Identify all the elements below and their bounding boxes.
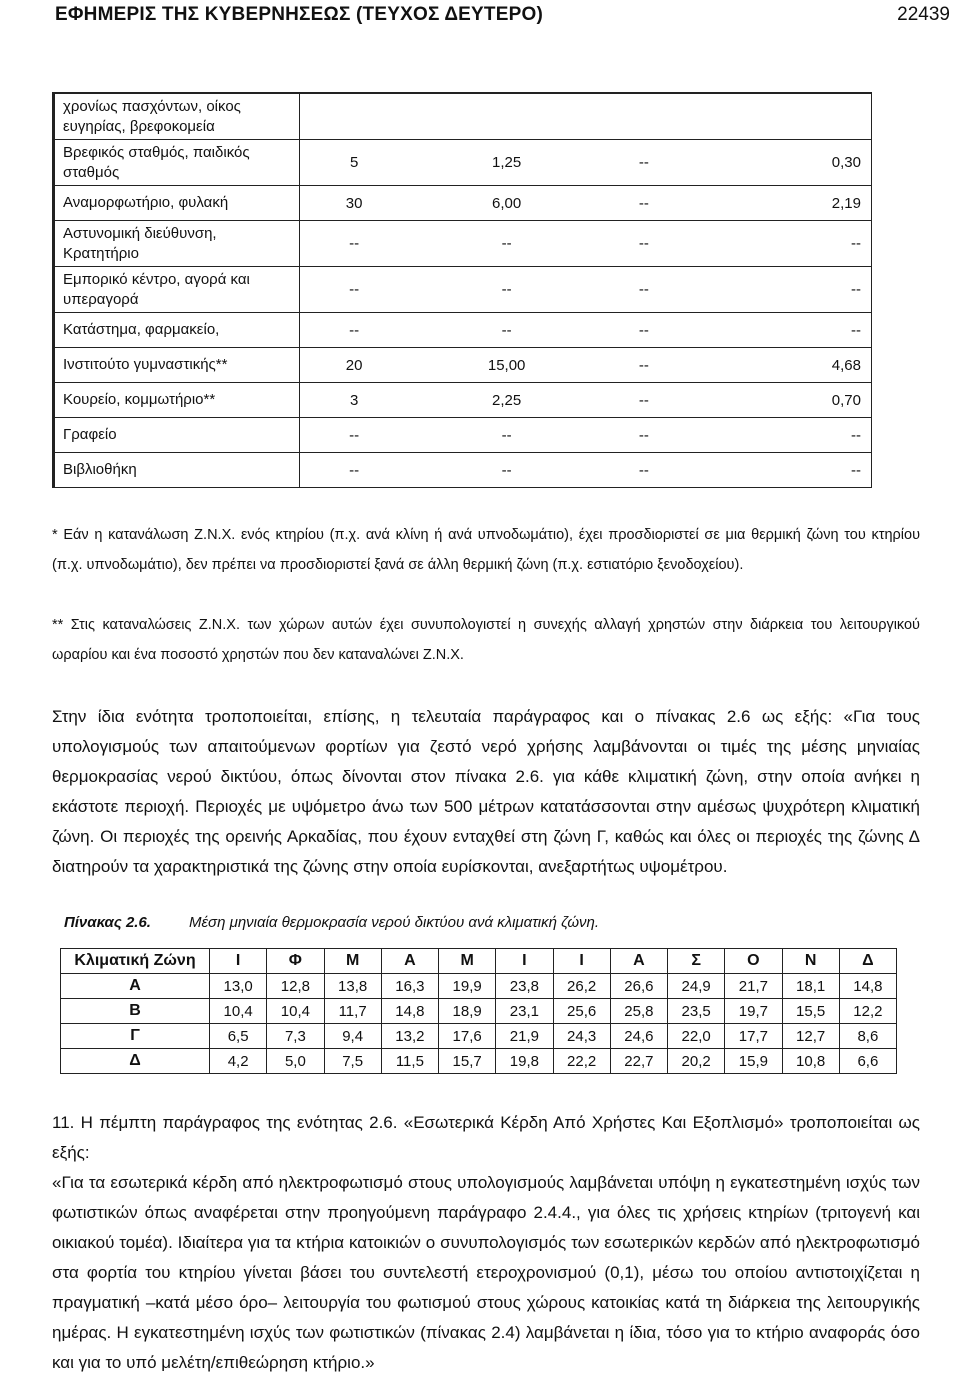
column-header: Α — [381, 949, 438, 974]
table-cell: 10,4 — [267, 999, 324, 1024]
table-cell: 19,7 — [725, 999, 782, 1024]
table-cell: 26,2 — [553, 974, 610, 999]
table-cell: 12,8 — [267, 974, 324, 999]
table-caption-label: Πίνακας 2.6. — [64, 914, 151, 931]
table-cell: -- — [300, 313, 409, 348]
table-cell: 11,5 — [381, 1049, 438, 1074]
table-row — [54, 93, 872, 140]
column-header: Α — [610, 949, 667, 974]
table-cell: -- — [683, 267, 872, 313]
column-header: Σ — [668, 949, 725, 974]
table-cell: 30 — [300, 186, 409, 221]
table-cell: 10,4 — [210, 999, 267, 1024]
table-cell: 13,2 — [381, 1024, 438, 1049]
table-cell: -- — [605, 418, 683, 453]
section-number: 11. — [52, 1113, 75, 1132]
zone-label: Δ — [61, 1049, 210, 1074]
table-row — [54, 221, 872, 267]
row-label: χρονίως πασχόντων, οίκος ευγηρίας, βρεφοκομεία — [54, 93, 300, 140]
table-caption-text: Μέση μηνιαία θερμοκρασία νερού δικτύου ανά κλιματική ζώνη. — [188, 914, 600, 931]
table-cell: 18,1 — [782, 974, 839, 999]
table-cell: 23,1 — [496, 999, 553, 1024]
column-header: Ι — [496, 949, 553, 974]
table-row — [54, 348, 872, 383]
column-header: Μ — [324, 949, 381, 974]
table-cell: 1,25 — [408, 140, 605, 186]
table-cell: 21,9 — [496, 1024, 553, 1049]
section-quote: «Για τα εσωτερικά κέρδη από ηλεκτροφωτισμό στους υπολογισμούς λαμβάνεται υπόψη η εγκατεστημένη ισχύς των φωτιστικών όπως αναφέρεται στην προηγούμενη παράγραφο 2.4.4., για όλες τις χρήσεις κτηρίων (τριτογενή και οικιακού τομέα). Ιδιαίτερα για τα κτήρια κατοικιών ο συνυπολογισμός των εσωτερικών κερδών από ηλεκτροφωτισμό στα φορτία του κτηρίου γίνεται βάσει του συντελεστή ετεροχρονισμού (0,1), μέσω του οποίου αντιστοιχίζεται η πραγματική –κατά μέσο όρο– λειτουργία του φωτισμού στους χώρους κατοικίας κατά τη διάρκεια της λειτουργικής ημέρας. Η εγκατεστημένη ισχύς των φωτιστικών (πίνακας 2.4) λαμβάνεται η ίδια, τόσο για το κτήριο αναφοράς όσο και για το υπό μελέτη/επιθεώρηση κτήριο.» — [52, 1173, 920, 1372]
table-cell: -- — [605, 221, 683, 267]
row-label: Κατάστημα, φαρμακείο, — [54, 313, 300, 348]
table-cell: -- — [683, 453, 872, 488]
table-cell: 11,7 — [324, 999, 381, 1024]
table-cell: -- — [605, 186, 683, 221]
table-cell: 6,6 — [839, 1049, 896, 1074]
header-title: ΕΦΗΜΕΡΙΣ ΤΗΣ ΚΥΒΕΡΝΗΣΕΩΣ (ΤΕΥΧΟΣ ΔΕΥΤΕΡΟ) — [55, 4, 543, 25]
column-header: Ι — [553, 949, 610, 974]
column-header: Δ — [839, 949, 896, 974]
table-cell: 14,8 — [839, 974, 896, 999]
table-cell: -- — [408, 267, 605, 313]
table-cell: 2,19 — [683, 186, 872, 221]
table-cell: -- — [300, 267, 409, 313]
table-cell: 0,70 — [683, 383, 872, 418]
table-cell — [605, 93, 683, 140]
table-cell: -- — [683, 221, 872, 267]
table-cell: -- — [300, 221, 409, 267]
table-cell: 22,7 — [610, 1049, 667, 1074]
table-cell: -- — [408, 453, 605, 488]
table-cell: 12,2 — [839, 999, 896, 1024]
table-cell: -- — [605, 453, 683, 488]
table-cell: -- — [683, 313, 872, 348]
table-row — [54, 140, 872, 186]
table-cell: 17,6 — [439, 1024, 496, 1049]
table-cell: 0,30 — [683, 140, 872, 186]
row-label: Κουρείο, κομμωτήριο** — [54, 383, 300, 418]
table-cell: 14,8 — [381, 999, 438, 1024]
table-cell: 25,6 — [553, 999, 610, 1024]
table-cell: -- — [408, 313, 605, 348]
table-cell: 4,68 — [683, 348, 872, 383]
table-cell: 15,00 — [408, 348, 605, 383]
table-row — [54, 186, 872, 221]
table-cell: -- — [605, 348, 683, 383]
table-cell: 15,7 — [439, 1049, 496, 1074]
water-temperature-table — [60, 948, 897, 1074]
table-cell: 16,3 — [381, 974, 438, 999]
table-cell: 22,2 — [553, 1049, 610, 1074]
zone-label: Α — [61, 974, 210, 999]
table-cell: -- — [605, 140, 683, 186]
page-number: 22439 — [897, 4, 950, 25]
row-label: Εμπορικό κέντρο, αγορά και υπεραγορά — [54, 267, 300, 313]
table-cell: 9,4 — [324, 1024, 381, 1049]
table-cell: 24,6 — [610, 1024, 667, 1049]
table-row — [61, 1024, 897, 1049]
zone-label: Γ — [61, 1024, 210, 1049]
row-label: Βρεφικός σταθμός, παιδικός σταθμός — [54, 140, 300, 186]
table-cell: 7,5 — [324, 1049, 381, 1074]
row-label: Αστυνομική διεύθυνση, Κρατητήριο — [54, 221, 300, 267]
table-cell: 15,9 — [725, 1049, 782, 1074]
table-cell: 8,6 — [839, 1024, 896, 1049]
table-header-row — [61, 949, 897, 974]
table-cell: 21,7 — [725, 974, 782, 999]
table-cell: 4,2 — [210, 1049, 267, 1074]
table-cell: 23,8 — [496, 974, 553, 999]
table-cell: 24,3 — [553, 1024, 610, 1049]
table-cell: 12,7 — [782, 1024, 839, 1049]
table-cell: 13,0 — [210, 974, 267, 999]
column-header: Ν — [782, 949, 839, 974]
footnote-2: ** Στις καταναλώσεις Ζ.Ν.Χ. των χώρων αυτών έχει συνυπολογιστεί η συνεχής αλλαγή χρηστών στην διάρκεια του λειτουργικού ωραρίου και ένα ποσοστό χρηστών που δεν καταναλώνει Ζ.Ν.Χ. — [52, 617, 920, 663]
table-cell — [300, 93, 409, 140]
table-row — [54, 383, 872, 418]
paragraph-amendment: Στην ίδια ενότητα τροποποιείται, επίσης, η τελευταία παράγραφος και ο πίνακας 2.6 ως εξής: «Για τους υπολογισμούς των απαιτούμενων φορτίων για ζεστό νερό χρήσης λαμβάνονται οι τιμές της μέσης μηνιαίας θερμοκρασίας νερού δικτύου, όπως δίνονται στον πίνακα 2.6. για κάθε κλιματική ζώνη, στην οποία ανήκει η εκάστοτε περιοχή. Περιοχές με υψόμετρο άνω των 500 μέτρων κατατάσσονται στην αμέσως ψυχρότερη κλιματική ζώνη. Οι περιοχές της ορεινής Αρκαδίας, που έχουν ενταχθεί στη ζώνη Γ, καθώς και όλες οι περιοχές της ζώνης Δ διατηρούν τα χαρακτηριστικά της ζώνης στην οποία ευρίσκονται, ανεξαρτήτως υψομέτρου. — [52, 707, 920, 876]
table-cell: 20 — [300, 348, 409, 383]
footnote-1: * Εάν η κατανάλωση Ζ.Ν.Χ. ενός κτηρίου (π.χ. ανά κλίνη ή ανά υπνοδωμάτιο), έχει προσδιοριστεί σε μια θερμική ζώνη του κτηρίου (π.χ. υπνοδωμάτιο), δεν πρέπει να προσδιοριστεί ξανά σε άλλη θερμική ζώνη (π.χ. εστιατόριο ξενοδοχείου). — [52, 527, 920, 573]
table-cell — [408, 93, 605, 140]
column-header: Μ — [439, 949, 496, 974]
table-cell: -- — [605, 383, 683, 418]
row-label: Ινστιτούτο γυμναστικής** — [54, 348, 300, 383]
zone-label: Β — [61, 999, 210, 1024]
section-text: Η πέμπτη παράγραφος της ενότητας 2.6. «Εσωτερικά Κέρδη Από Χρήστες Και Εξοπλισμό» τροποποιείται ως εξής: — [52, 1113, 920, 1162]
table-cell: 24,9 — [668, 974, 725, 999]
table-cell: 20,2 — [668, 1049, 725, 1074]
table-cell: -- — [300, 418, 409, 453]
table-row — [54, 418, 872, 453]
table-cell: 19,8 — [496, 1049, 553, 1074]
table-row — [54, 267, 872, 313]
table-cell: -- — [605, 313, 683, 348]
table-row — [54, 453, 872, 488]
table-cell: 3 — [300, 383, 409, 418]
column-header: Φ — [267, 949, 324, 974]
table-row — [54, 313, 872, 348]
row-label: Αναμορφωτήριο, φυλακή — [54, 186, 300, 221]
table-cell: 10,8 — [782, 1049, 839, 1074]
paragraph-section-11 — [52, 1108, 920, 1378]
table-cell: -- — [683, 418, 872, 453]
table-row — [61, 974, 897, 999]
column-header: Ο — [725, 949, 782, 974]
table-cell: 18,9 — [439, 999, 496, 1024]
table-cell: 6,5 — [210, 1024, 267, 1049]
table-cell: 19,9 — [439, 974, 496, 999]
column-header: Κλιματική Ζώνη — [61, 949, 210, 974]
table-cell: 7,3 — [267, 1024, 324, 1049]
row-label: Βιβλιοθήκη — [54, 453, 300, 488]
table-cell: 22,0 — [668, 1024, 725, 1049]
table-row — [61, 1049, 897, 1074]
table-cell: 2,25 — [408, 383, 605, 418]
table-cell: 23,5 — [668, 999, 725, 1024]
table-caption — [64, 914, 599, 931]
table-cell: -- — [300, 453, 409, 488]
table-cell: -- — [408, 221, 605, 267]
table-cell: 5,0 — [267, 1049, 324, 1074]
table-cell: 6,00 — [408, 186, 605, 221]
table-row — [61, 999, 897, 1024]
table-cell: 25,8 — [610, 999, 667, 1024]
consumption-table — [52, 92, 872, 488]
table-cell: 13,8 — [324, 974, 381, 999]
table-cell: 17,7 — [725, 1024, 782, 1049]
table-cell: -- — [408, 418, 605, 453]
table-cell — [683, 93, 872, 140]
table-cell: -- — [605, 267, 683, 313]
table-cell: 15,5 — [782, 999, 839, 1024]
table-cell: 5 — [300, 140, 409, 186]
column-header: Ι — [210, 949, 267, 974]
row-label: Γραφείο — [54, 418, 300, 453]
table-cell: 26,6 — [610, 974, 667, 999]
